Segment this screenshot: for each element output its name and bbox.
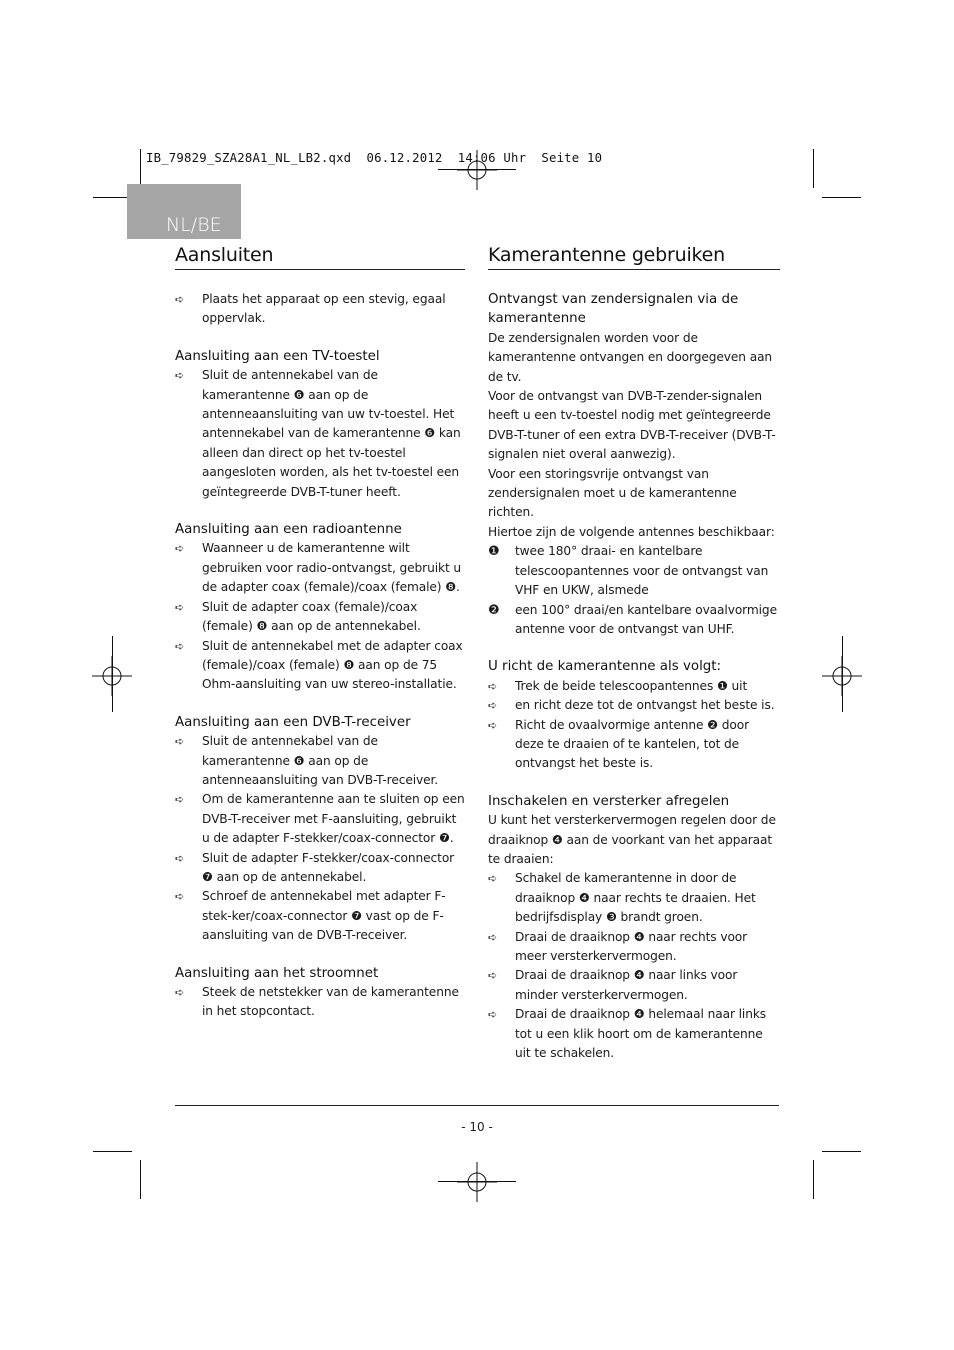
arrow-right-icon: ➪ [488,679,498,693]
list-item: ➪ en richt deze tot de ontvangst het beste is. [488,696,780,715]
paragraph: Voor een storingsvrije ontvangst van zendersignalen moet u de kamerantenne richten. [488,466,737,520]
arrow-right-icon: ➪ [175,369,185,383]
list-item: ➪ Plaats het apparaat op een stevig, egaal oppervlak. [175,292,446,326]
list-item: ➪ Trek de beide telescoopantennes ❶ uit [488,677,780,696]
arrow-right-icon: ➪ [488,930,498,944]
language-tab: NL/BE [127,184,241,239]
list-item: ➪ Draai de draaiknop ❹ naar rechts voor meer versterkervermogen. [488,929,748,963]
section-title: Kamerantenne gebruiken [488,242,780,270]
page-number: - 10 - [461,1120,493,1134]
arrow-right-icon: ➪ [175,890,185,904]
file-slug: IB_79829_SZA28A1_NL_LB2.qxd 06.12.2012 14:06 Uhr Seite 10 [146,151,603,165]
paragraph: U kunt het versterkervermogen regelen door de draaiknop ❹ aan de voorkant van het apparaat te draaien: [488,813,776,866]
crop-mark [813,149,814,188]
list-item: ➪ Sluit de adapter coax (female)/coax (female) ❽ aan op de antennekabel. [175,599,421,634]
crop-mark [112,636,113,712]
crop-mark [93,1151,132,1152]
list-item: ➪ Draai de draaiknop ❹ helemaal naar links tot u een klik hoort om de kamerantenne uit te schakelen. [488,1007,767,1061]
list-item: ➪ Schroef de antennekabel met adapter F-stek-ker/coax-connector ❼ vast op de F-aansluiting van de DVB-T-receiver. [175,889,446,943]
arrow-right-icon: ➪ [175,735,185,749]
crop-mark [842,636,843,712]
arrow-right-icon: ➪ [488,1008,498,1022]
arrow-right-icon: ➪ [488,699,498,713]
list-item: ➪ Richt de ovaalvormige antenne ❷ door deze te draaien of te kantelen, tot de ontvangst het beste is. [488,717,750,771]
paragraph: Voor de ontvangst van DVB-T-zender-signalen heeft u een tv-toestel nodig met geïntegreerde DVB-T-tuner of een extra DVB-T-receiver (DVB-T-signalen niet overal aanwezig). [488,389,776,462]
list-item: ➪ Draai de draaiknop ❹ naar links voor minder versterkervermogen. [488,968,738,1002]
subheading: Inschakelen en versterker afregelen [488,793,730,809]
subheading: Aansluiting aan een TV-toestel [175,348,380,364]
crop-mark [140,1160,141,1199]
right-column [488,242,780,1063]
subheading: U richt de kamerantenne als volgt: [488,659,722,675]
list-item: ➪ Sluit de antennekabel van de kamerantenne ❻ aan op de antenneaansluiting van DVB-T-receiver. [175,734,439,787]
arrow-right-icon: ➪ [488,718,498,732]
arrow-right-icon: ➪ [488,872,498,886]
list-item: ➪ Schakel de kamerantenne in door de draaiknop ❹ naar rechts te draaien. Het bedrijfsdisplay ❸ brandt groen. [488,871,756,925]
crop-mark [822,1151,861,1152]
subheading: Aansluiting aan het stroomnet [175,965,379,981]
subheading: Aansluiting aan een DVB-T-receiver [175,714,411,730]
list-item: ➪ Sluit de adapter F-stekker/coax-connector ❼ aan op de antennekabel. [175,850,455,884]
section-title: Aansluiten [175,242,465,270]
subheading: Aansluiting aan een radioantenne [175,522,402,538]
footer-rule [175,1105,779,1106]
crop-mark [438,169,516,170]
list-item: ➪ Waanneer u de kamerantenne wilt gebruiken voor radio-ontvangst, gebruikt u de adapter coax (female)/coax (female) ❽. [175,541,462,595]
registration-mark-icon [457,1162,497,1202]
arrow-right-icon: ➪ [175,293,185,306]
crop-mark [438,1181,516,1182]
crop-mark [813,1160,814,1199]
arrow-right-icon: ➪ [175,600,185,614]
numbered-item: ❷ een 100° draai/en kantelbare ovaalvormige antenne voor de ontvangst van UHF. [488,602,777,636]
arrow-right-icon: ➪ [175,986,185,999]
paragraph: De zendersignalen worden voor de kamerantenne ontvangen en doorgegeven aan de tv. [488,330,773,384]
arrow-right-icon: ➪ [175,793,185,807]
left-column [175,242,465,1022]
arrow-right-icon: ➪ [175,639,185,653]
list-item: ➪ Om de kamerantenne aan te sluiten op een DVB-T-receiver met F-aansluiting, gebruikt u de adapter F-stekker/coax-connector ❼. [175,792,465,846]
numbered-item: ❶ twee 180° draai- en kantelbare telescoopantennes voor de ontvangst van VHF en UKW, alsmede [488,544,769,598]
arrow-right-icon: ➪ [175,851,185,865]
list-item: ➪ Sluit de antennekabel met de adapter coax (female)/coax (female) ❽ aan op de 75 Ohm-aansluiting van uw stereo-installatie. [175,638,463,692]
arrow-right-icon: ➪ [488,969,498,983]
arrow-right-icon: ➪ [175,542,185,556]
crop-mark [822,197,861,198]
list-item: ➪ Sluit de antennekabel van de kamerantenne ❻ aan op de antenneaansluiting van uw tv-toestel. Het antennekabel van de kamerantenne ❻ kan alleen dan direct op het tv-toestel aangesloten worden, als het tv-toestel een geïntegreerde DVB-T-tuner heeft. [175,368,461,499]
crop-mark [140,149,141,188]
paragraph: Hiertoe zijn de volgende antennes beschikbaar: [488,524,775,539]
subheading: Ontvangst van zendersignalen via de kamerantenne [488,292,739,327]
list-item: ➪ Steek de netstekker van de kamerantenne in het stopcontact. [175,985,459,1019]
